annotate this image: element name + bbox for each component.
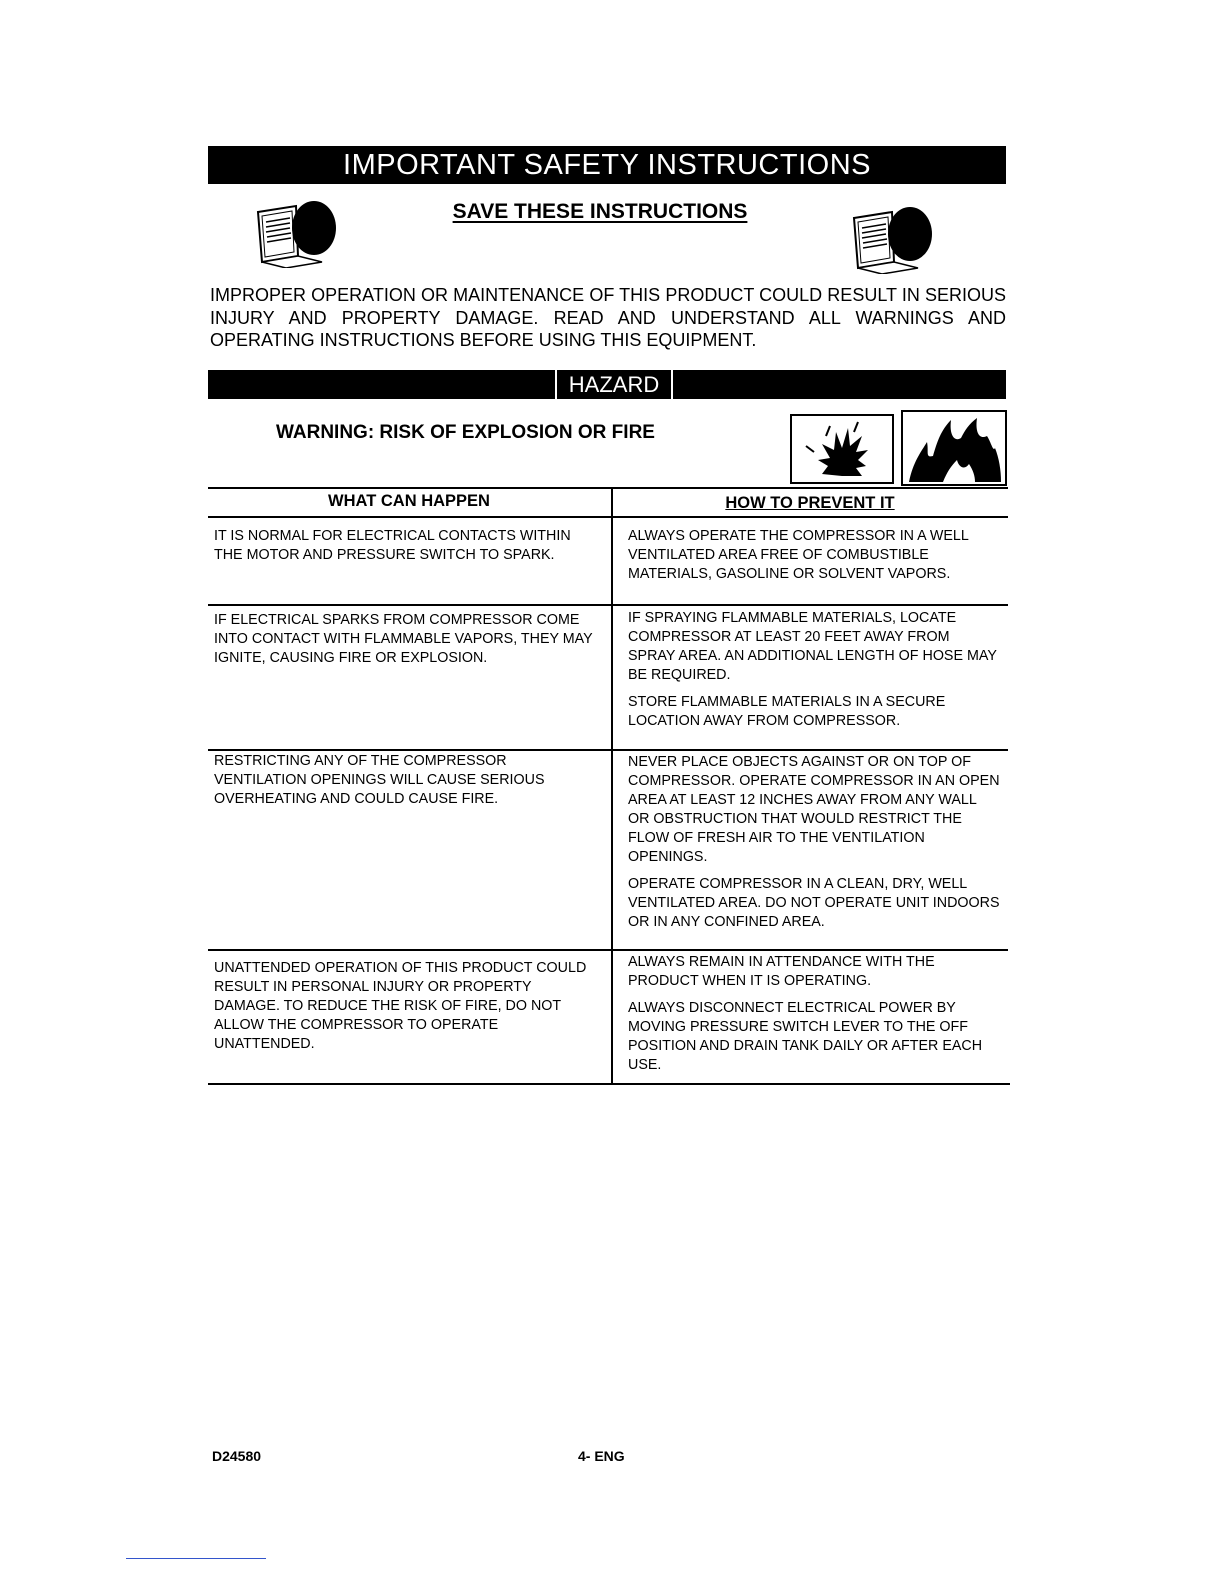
document-number: D24580 bbox=[212, 1448, 262, 1464]
column-header-how-to-prevent: HOW TO PREVENT IT bbox=[725, 494, 895, 512]
page-number: 4- ENG bbox=[578, 1448, 625, 1464]
table-row-4-happen: UNATTENDED OPERATION OF THIS PRODUCT COULD RESULT IN PERSONAL INJURY OR PROPERTY DAMAGE. TO REDUCE THE RISK OF FIRE, DO NOT ALLOW THE COMPRESSOR TO OPERATE UNATTENDED. bbox=[214, 960, 587, 1052]
hazard-label: HAZARD bbox=[555, 370, 673, 399]
fire-icon-box bbox=[901, 410, 1007, 486]
table-row-2-prevent: IF SPRAYING FLAMMABLE MATERIALS, LOCATE COMPRESSOR AT LEAST 20 FEET AWAY FROM SPRAY AREA. AN ADDITIONAL LENGTH OF HOSE MAY BE REQUIRED. STORE FLAMMABLE MATERIALS IN A SECURE LOCATION AWAY FROM COMPRESSOR. bbox=[628, 610, 997, 729]
read-manual-icon-right bbox=[848, 204, 938, 274]
link-underline bbox=[126, 1558, 266, 1559]
explosion-icon bbox=[792, 416, 892, 482]
table-row-4-prevent: ALWAYS REMAIN IN ATTENDANCE WITH THE PRODUCT WHEN IT IS OPERATING. ALWAYS DISCONNECT ELECTRICAL POWER BY MOVING PRESSURE SWITCH LEVER TO THE OFF POSITION AND DRAIN TANK DAILY OR AFTER EACH USE. bbox=[628, 954, 983, 1073]
column-header-what-can-happen: WHAT CAN HAPPEN bbox=[328, 492, 490, 510]
page-title: IMPORTANT SAFETY INSTRUCTIONS bbox=[208, 146, 1006, 184]
intro-paragraph: IMPROPER OPERATION OR MAINTENANCE OF THIS PRODUCT COULD RESULT IN SERIOUS INJURY AND PROPERTY DAMAGE. READ AND UNDERSTAND ALL WARNINGS AND OPERATING INSTRUCTIONS BEFORE USING THIS EQUIPMENT. bbox=[210, 285, 1006, 350]
row-divider bbox=[208, 749, 1008, 751]
table-row-1-happen: IT IS NORMAL FOR ELECTRICAL CONTACTS WITHIN THE MOTOR AND PRESSURE SWITCH TO SPARK. bbox=[214, 528, 571, 563]
table-row-1-prevent: ALWAYS OPERATE THE COMPRESSOR IN A WELL VENTILATED AREA FREE OF COMBUSTIBLE MATERIALS, GASOLINE OR SOLVENT VAPORS. bbox=[628, 528, 969, 582]
read-manual-icon-left bbox=[252, 198, 342, 268]
warning-heading: WARNING: RISK OF EXPLOSION OR FIRE bbox=[276, 422, 655, 443]
table-center-divider bbox=[611, 489, 613, 1083]
fire-icon bbox=[903, 412, 1005, 484]
table-top-rule bbox=[208, 487, 1008, 489]
table-row-2-happen: IF ELECTRICAL SPARKS FROM COMPRESSOR COME INTO CONTACT WITH FLAMMABLE VAPORS, THEY MAY IGNITE, CAUSING FIRE OR EXPLOSION. bbox=[214, 612, 593, 666]
table-header-rule bbox=[208, 516, 1008, 518]
table-row-3-prevent: NEVER PLACE OBJECTS AGAINST OR ON TOP OF COMPRESSOR. OPERATE COMPRESSOR IN AN OPEN AREA AT LEAST 12 INCHES AWAY FROM ANY WALL OR OBSTRUCTION THAT WOULD RESTRICT THE FLOW OF FRESH AIR TO THE VENTILATION OPENINGS. OPERATE COMPRESSOR IN A CLEAN, DRY, WELL VENTILATED AREA. DO NOT OPERATE UNIT INDOORS OR IN ANY CONFINED AREA. bbox=[628, 754, 1000, 930]
table-bottom-rule bbox=[208, 1083, 1010, 1085]
save-instructions-heading: SAVE THESE INSTRUCTIONS bbox=[452, 200, 748, 223]
table-row-3-happen: RESTRICTING ANY OF THE COMPRESSOR VENTILATION OPENINGS WILL CAUSE SERIOUS OVERHEATING AND COULD CAUSE FIRE. bbox=[214, 753, 545, 807]
row-divider bbox=[208, 604, 1008, 606]
row-divider bbox=[208, 949, 1008, 951]
explosion-icon-box bbox=[790, 414, 894, 484]
